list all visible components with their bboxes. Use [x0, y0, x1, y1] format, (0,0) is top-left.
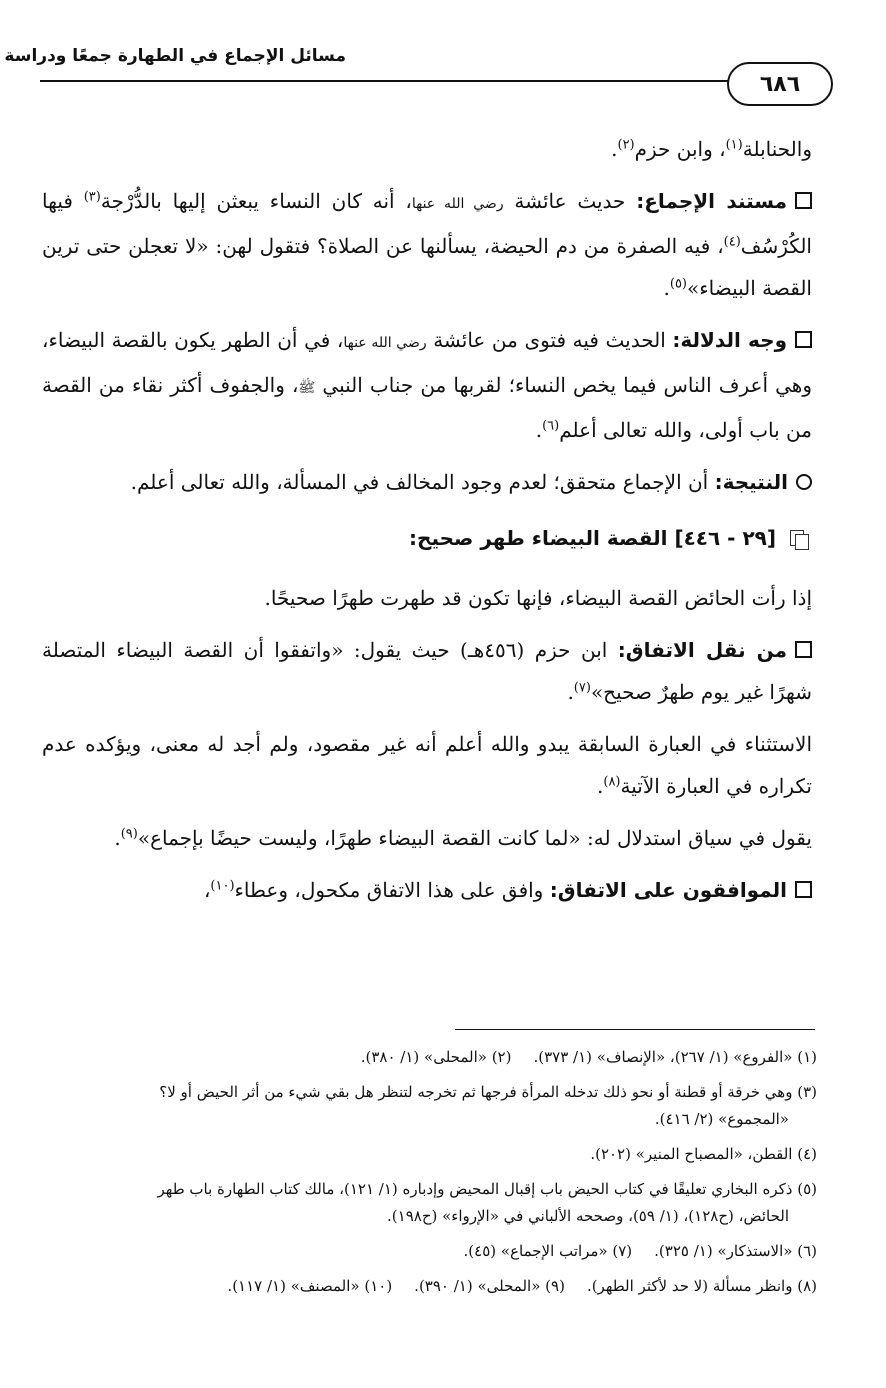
footnote-ref: (٢): [617, 137, 635, 153]
footnote-9: (٩) «المحلى» (١/ ٣٩٠).: [414, 1277, 565, 1295]
footnote-ref: (٨): [603, 774, 621, 790]
footnote-6: (٦) «الاستذكار» (١/ ٣٢٥).: [654, 1242, 817, 1260]
istinad-label: مستند الإجماع:: [636, 189, 788, 213]
section-heading: [42, 517, 812, 559]
circle-bullet-icon: [796, 474, 812, 490]
honorific-glyph: رضي الله عنها: [411, 196, 504, 212]
footnote-row: [42, 1273, 817, 1300]
footnote-row: [42, 1238, 817, 1265]
main-text: [42, 128, 812, 921]
footnote-ref: (١٠): [210, 878, 235, 894]
footnote-8: (٨) وانظر مسألة (لا حد لأكثر الطهر).: [586, 1277, 817, 1295]
honorific-glyph: رضي الله عنها: [343, 335, 427, 351]
header-rule: [40, 80, 830, 82]
footnote-3: (٣) وهي خرقة أو قطنة أو نحو ذلك تدخله المرأة فرجها ثم تخرجه لتنظر هل بقي شيء من أثر الحيض أو لا؟ «المجموع» (٢/ ٤١٦).: [159, 1083, 817, 1128]
footnote-4: (٤) القطن، «المصباح المنير» (٢٠٢).: [590, 1145, 817, 1163]
paragraph-natija: النتيجة: أن الإجماع متحقق؛ لعدم وجود المخالف في المسألة، والله تعالى أعلم.: [42, 461, 812, 503]
paragraph-istinad: مستند الإجماع: حديث عائشة رضي الله عنها، أنه كان النساء يبعثن إليها بالدُّرْجة$^{(٣)}$ فيها الكُرْسُف$^{(٤)}$، فيه الصفرة من دم الحيضة، يسألنها عن الصلاة؟ فتقول لهن: «لا تعجلن حتى ترين القصة البيضاء»$^{(٥)}$.: [42, 189, 812, 300]
square-bullet-icon: [795, 192, 812, 209]
wajh-label: وجه الدلالة:: [672, 328, 788, 352]
running-title: مسائل الإجماع في الطهارة جمعًا ودراسة: [4, 46, 346, 66]
paragraph-muwafiqun: الموافقون على الاتفاق: وافق على هذا الاتفاق مكحول، وعطاء$^{(١٠)}$،: [42, 869, 812, 911]
honorific-glyph: ﷺ: [298, 380, 316, 396]
section-number: [٢٩ - ٤٤٦]: [674, 526, 776, 550]
footnote-ref: (١): [725, 137, 743, 153]
paragraph-istithna: الاستثناء في العبارة السابقة يبدو والله أعلم أنه غير مقصود، ولم أجد له معنى، ويؤكده عدم تكراره في العبارة الآتية$^{(٨)}$.: [42, 732, 812, 798]
documents-icon: [790, 530, 812, 550]
footnote-ref: (٩): [120, 826, 138, 842]
paragraph-hanabila: والحنابلة$^{(١)}$، وابن حزم$^{(٢)}$.: [611, 137, 812, 161]
footnote-ref: (٤): [723, 234, 741, 250]
footnote-10: (١٠) «المصنف» (١/ ١١٧).: [227, 1277, 393, 1295]
footnote-ref: (٥): [669, 276, 687, 292]
paragraph-intro: إذا رأت الحائض القصة البيضاء، فإنها تكون قد طهرت طهرًا صحيحًا.: [264, 586, 812, 610]
footnote-1: (١) «الفروع» (١/ ٢٦٧)، «الإنصاف» (١/ ٣٧٣).: [533, 1048, 817, 1066]
paragraph-siyaq: يقول في سياق استدلال له: «لما كانت القصة البيضاء طهرًا، وليست حيضًا بإجماع»$^{(٩)}$.: [114, 826, 812, 850]
muwafiqun-label: الموافقون على الاتفاق:: [549, 878, 787, 902]
footnote-ref: (٧): [573, 680, 591, 696]
square-bullet-icon: [795, 881, 812, 898]
footnote-2: (٢) «المحلى» (١/ ٣٨٠).: [360, 1048, 512, 1066]
page-header: [4, 40, 846, 110]
paragraph-wajh: وجه الدلالة: الحديث فيه فتوى من عائشة رضي الله عنها، في أن الطهر يكون بالقصة البيضاء، وهي أعرف الناس فيما يخص النساء؛ لقربها من جناب النبي ﷺ، والجفوف أكثر نقاء من القصة من باب أولى، والله تعالى أعلم$^{(٦)}$.: [42, 328, 812, 442]
footnote-5: (٥) ذكره البخاري تعليقًا في كتاب الحيض باب إقبال المحيض وإدباره (١/ ١٢١)، مالك كتاب الطهارة باب طهر الحائض، (ح١٢٨)، (١/ ٥٩)، وصححه الألباني في «الإرواء» (ح١٩٨).: [157, 1180, 817, 1225]
footnote-separator: [455, 1029, 815, 1030]
footnote-7: (٧) «مراتب الإجماع» (٤٥).: [463, 1242, 633, 1260]
square-bullet-icon: [795, 641, 812, 658]
naql-label: من نقل الاتفاق:: [617, 638, 788, 662]
footnote-ref: (٣): [83, 189, 101, 205]
square-bullet-icon: [795, 331, 812, 348]
natija-label: النتيجة:: [714, 470, 788, 494]
footnote-ref: (٦): [542, 418, 560, 434]
footnotes: [42, 1044, 817, 1308]
paragraph-naql: من نقل الاتفاق: ابن حزم (٤٥٦هـ) حيث يقول: «واتفقوا أن القصة البيضاء المتصلة شهرًا غير يوم طهرٌ صحيح»$^{(٧)}$.: [42, 638, 812, 704]
section-title: القصة البيضاء طهر صحيح:: [409, 526, 675, 550]
footnote-row: [42, 1044, 817, 1071]
page-number-badge: ٦٨٦: [727, 62, 833, 106]
